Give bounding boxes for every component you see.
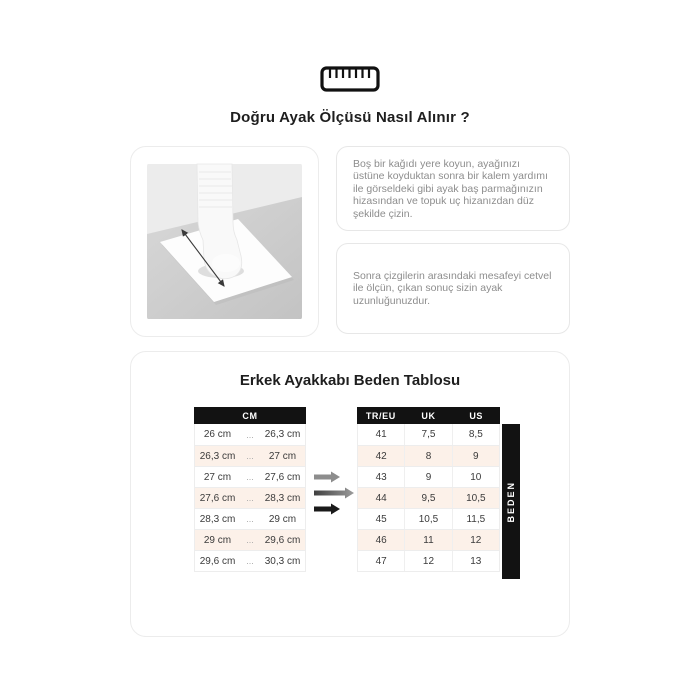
size-cell: 9 — [452, 446, 499, 466]
instruction-steps — [336, 146, 570, 337]
size-cell: 8,5 — [452, 424, 499, 445]
cm-table-row — [195, 550, 305, 571]
beden-side-label — [502, 424, 520, 579]
size-cell: 11 — [404, 530, 451, 550]
size-table-card — [130, 351, 570, 637]
instruction-step-1-text: Boş bir kağıdı yere koyun, ayağınızı üstüne koyduktan sonra bir kalem yardımı ile görseldeki gibi ayak baş parmağınızın hizasından ve topuk uç hizanızdan düz şekilde çizin. — [353, 158, 548, 220]
cm-cell-sep: ... — [246, 556, 254, 566]
cm-cell-to: 26,3 cm — [264, 429, 301, 440]
instruction-step-2-text: Sonra çizgilerin arasındaki mesafeyi cetvel ile ölçün, çıkan sonuç sizin ayak uzunluğunuzdur. — [353, 269, 552, 307]
size-cell: 10 — [452, 467, 499, 487]
cm-cell-to: 27 cm — [268, 450, 297, 462]
cm-table-row — [195, 529, 305, 550]
size-cell: 43 — [375, 471, 387, 483]
cm-table-row — [195, 508, 305, 529]
size-column-header: TR/EU — [365, 410, 396, 421]
size-cell: 8 — [404, 446, 451, 466]
size-cell: 12 — [404, 551, 451, 571]
size-cell: 10,5 — [404, 509, 451, 529]
size-cell: 9 — [404, 467, 451, 487]
size-cell: 9,5 — [404, 488, 451, 508]
page-title: Doğru Ayak Ölçüsü Nasıl Alınır ? — [230, 109, 470, 126]
cm-table-row — [195, 487, 305, 508]
instruction-step-1 — [336, 146, 570, 231]
cm-cell-to: 28,3 cm — [264, 492, 301, 504]
intl-size-table-body — [357, 424, 500, 572]
cm-cell-sep: ... — [246, 493, 254, 503]
cm-table-row — [195, 466, 305, 487]
cm-cell-to: 27,6 cm — [264, 471, 301, 483]
mapping-arrows-icon — [314, 469, 354, 517]
cm-range-table — [194, 407, 306, 572]
cm-cell-from: 28,3 cm — [199, 513, 236, 525]
cm-cell-sep: ... — [246, 535, 254, 545]
cm-cell-sep: ... — [246, 472, 254, 482]
ruler-icon-wrap — [0, 0, 700, 92]
cm-cell-to: 29,6 cm — [264, 534, 301, 546]
size-cell: 45 — [375, 513, 387, 525]
size-table-row — [358, 508, 499, 529]
size-table-row — [358, 529, 499, 550]
cm-cell-sep: ... — [246, 429, 254, 440]
cm-cell-from: 29 cm — [203, 534, 232, 546]
size-cell: 46 — [375, 534, 387, 546]
size-table-row — [358, 445, 499, 466]
ruler-icon — [320, 66, 380, 92]
measurement-photo-card — [130, 146, 319, 337]
cm-table-header: CM — [194, 407, 306, 424]
beden-side-label-text: BEDEN — [506, 480, 516, 523]
cm-cell-to: 29 cm — [268, 513, 297, 525]
size-tables-row — [131, 407, 569, 579]
size-cell: 42 — [375, 450, 387, 462]
cm-cell-from: 26,3 cm — [199, 450, 236, 462]
instruction-step-2 — [336, 243, 570, 334]
cm-table-row — [195, 424, 305, 445]
size-column-header: UK — [421, 410, 436, 421]
size-cell: 7,5 — [404, 424, 451, 445]
cm-cell-to: 30,3 cm — [264, 555, 301, 567]
cm-cell-from: 29,6 cm — [199, 555, 236, 567]
cm-cell-from: 27,6 cm — [199, 492, 236, 504]
size-cell: 47 — [375, 555, 387, 567]
size-table-row — [358, 424, 499, 445]
cm-table-body — [194, 424, 306, 572]
cm-table-row — [195, 445, 305, 466]
cm-cell-sep: ... — [246, 451, 254, 461]
cm-cell-from: 26 cm — [203, 429, 232, 440]
size-table-title: Erkek Ayakkabı Beden Tablosu — [239, 372, 461, 389]
instructions-section — [130, 146, 570, 337]
size-table-row — [358, 550, 499, 571]
size-cell: 13 — [452, 551, 499, 571]
size-column-header: US — [469, 410, 484, 421]
size-cell: 11,5 — [452, 509, 499, 529]
size-cell: 41 — [375, 429, 387, 440]
size-table-row — [358, 466, 499, 487]
intl-size-table — [357, 407, 500, 572]
size-cell: 12 — [452, 530, 499, 550]
cm-cell-from: 27 cm — [203, 471, 232, 483]
cm-cell-sep: ... — [246, 514, 254, 524]
size-cell: 10,5 — [452, 488, 499, 508]
size-cell: 44 — [375, 492, 387, 504]
intl-size-table-header — [357, 407, 500, 424]
foot-measurement-photo — [147, 163, 302, 320]
size-table-row — [358, 487, 499, 508]
